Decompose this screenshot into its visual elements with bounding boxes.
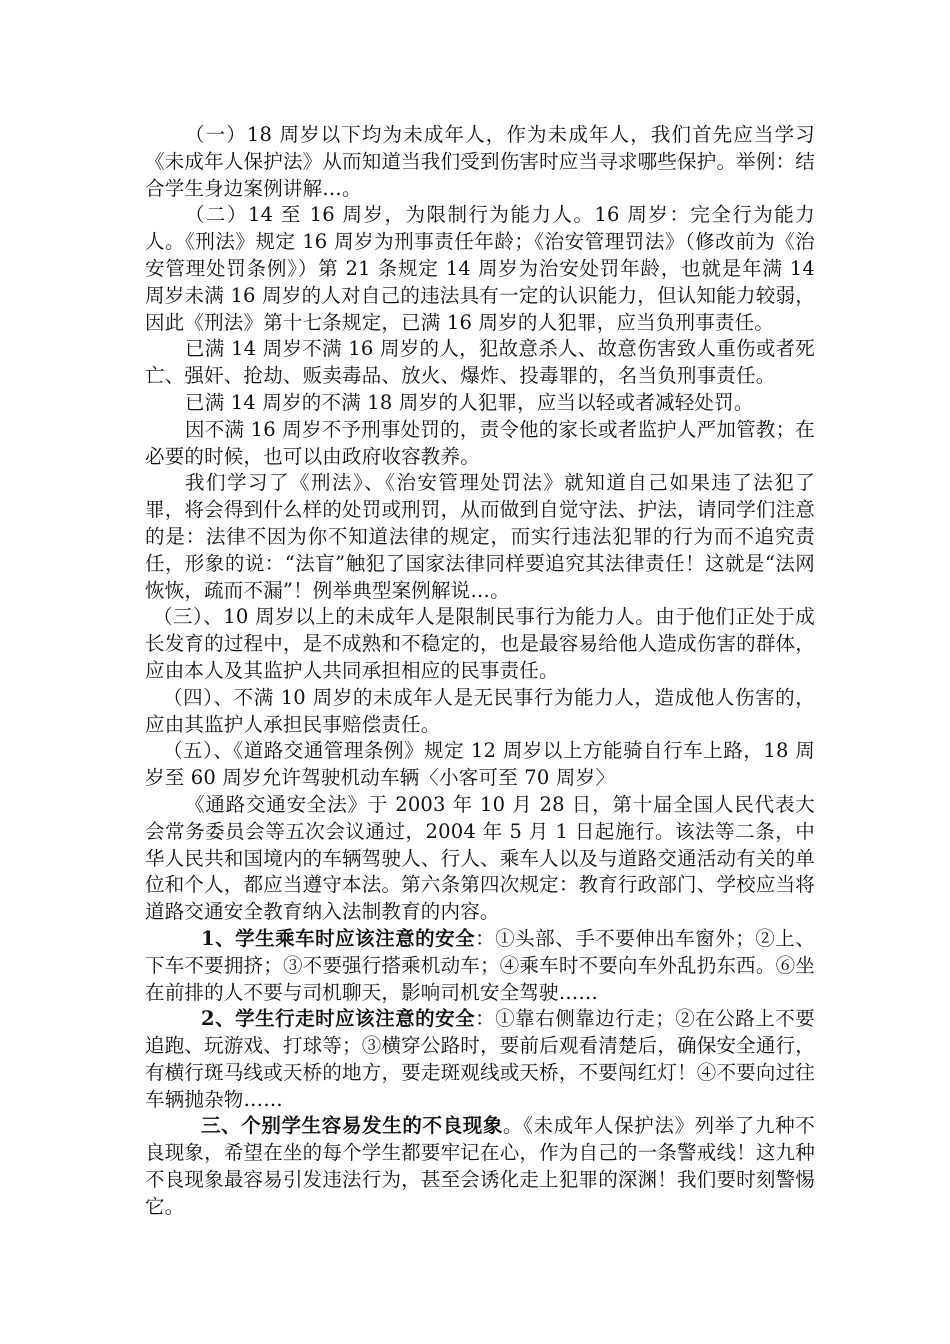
paragraph-4: 已满 14 周岁的不满 18 周岁的人犯罪，应当以轻或者减轻处罚。 (185, 390, 754, 414)
heading-riding-safety: 1、学生乘车时应该注意的安全 (201, 926, 476, 950)
paragraph-12 (145, 1006, 815, 1113)
paragraph-12-body: ：①靠右侧靠边行走；②在公路上不要追跑、玩游戏、打球等；③横穿公路时，要前后观看清楚后，确保安全通行，有横行斑马线或天桥的地方，要走斑观线或天桥，不要闯红灯！④不要向过往车辆抛杂物…… (145, 1007, 815, 1111)
paragraph-13 (145, 1113, 815, 1220)
heading-walking-safety: 2、学生行走时应该注意的安全 (201, 1007, 476, 1031)
document-page (145, 122, 815, 1221)
paragraph-3: 已满 14 周岁不满 16 周岁的人，犯故意杀人、故意伤害致人重伤或者死亡、强奸、抢劫、贩卖毒品、放火、爆炸、投毒罪的，名当负刑事责任。 (145, 337, 815, 388)
paragraph-11 (145, 926, 815, 1006)
paragraph-2: （二）14 至 16 周岁，为限制行为能力人。16 周岁：完全行为能力人。《刑法》规定 16 周岁为刑事责任年龄；《治安管理罚法》（修改前为《治安管理处罚条例》）第 21 条规定 14 周岁为治安处罚年龄，也就是年满 14 周岁未满 16 周岁的人对自己的违法具有一定的认识能力，但认知能力较弱，因此《刑法》第十七条规定，已满 16 周岁的人犯罪，应当负刑事责任。 (145, 203, 815, 334)
paragraph-10: 《通路交通安全法》于 2003 年 10 月 28 日，第十届全国人民代表大会常务委员会等五次会议通过，2004 年 5 月 1 日起施行。该法等二条，中华人民共和国境内的车辆驾驶人、行人、乘车人以及与道路交通活动有关的单位和个人，都应当遵守本法。第六条第四次规定：教育行政部门、学校应当将道路交通安全教育纳入法制教育的内容。 (145, 792, 815, 924)
paragraph-13-body: 。《未成年人保护法》列举了九种不良现象，希望在坐的每个学生都要牢记在心，作为自己的一条警戒线！这九种不良现象最容易引发违法行为，甚至会诱化走上犯罪的深渊！我们要时刻警惕它。 (145, 1114, 815, 1218)
paragraph-9: （五）、《道路交通管理条例》规定 12 周岁以上方能骑自行车上路，18 周岁至 60 周岁允许驾驶机动车辆〈小客可至 70 周岁〉 (145, 739, 815, 790)
paragraph-8: （四）、不满 10 周岁的未成年人是无民事行为能力人，造成他人伤害的，应由其监护人承担民事赔偿责任。 (145, 685, 815, 736)
paragraph-5: 因不满 16 周岁不予刑事处罚的，责令他的家长或者监护人严加管教；在必要的时候，也可以由政府收容教养。 (145, 417, 815, 468)
paragraph-11-body: ：①头部、手不要伸出车窗外；②上、下车不要拥挤；③不要强行搭乘机动车；④乘车时不要向车外乱扔东西。⑥坐在前排的人不要与司机聊天，影响司机安全驾驶…… (145, 926, 815, 1004)
paragraph-1: （一）18 周岁以下均为未成年人，作为未成年人，我们首先应当学习《未成年人保护法》从而知道当我们受到伤害时应当寻求哪些保护。举例：结合学生身边案例讲解…。 (145, 123, 815, 200)
paragraph-6: 我们学习了《刑法》、《治安管理处罚法》就知道自己如果违了法犯了罪，将会得到什么样的处罚或刑罚，从而做到自觉守法、护法，请同学们注意的是：法律不因为你不知道法律的规定，而实行违法犯罪的行为而不追究责任，形象的说：“法盲”触犯了国家法律同样要追究其法律责任！这就是“法网恢恢，疏而不漏”！例举典型案例解说…。 (145, 471, 815, 602)
paragraph-7: （三）、10 周岁以上的未成年人是限制民事行为能力人。由于他们正处于成长发育的过程中，是不成熟和不稳定的，也是最容易给他人造成伤害的群体，应由本人及其监护人共同承担相应的民事责任。 (145, 605, 815, 682)
heading-bad-behaviors: 三、个别学生容易发生的不良现象 (201, 1114, 504, 1138)
